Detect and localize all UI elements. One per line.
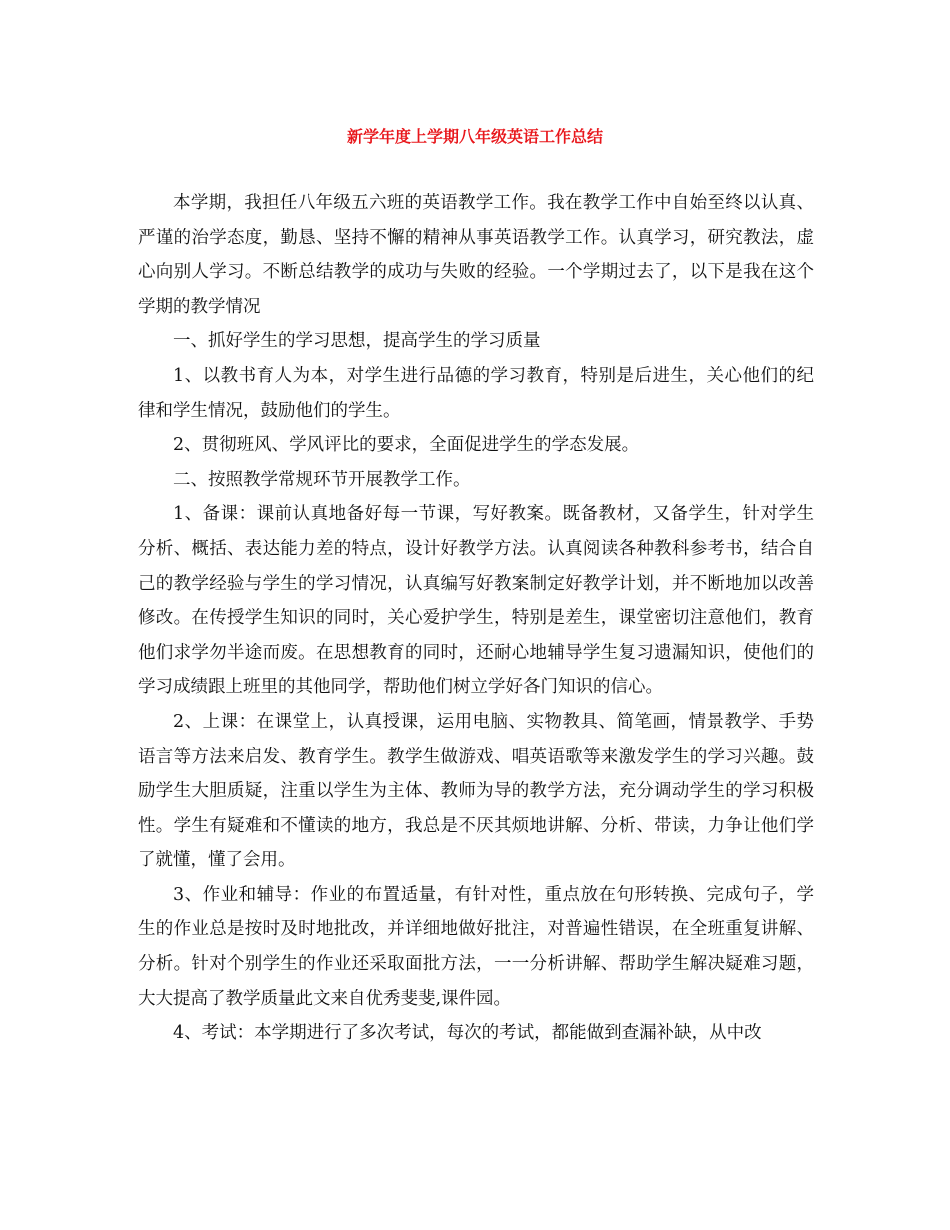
paragraph-lesson-prep: 1、备课：课前认真地备好每一节课，写好教案。既备教材，又备学生，针对学生分析、概括、表达能力差的特点，设计好教学方法。认真阅读各种教科参考书，结合自己的教学经验与学生的学习情况，认真编写好教案制定好教学计划，并不断地加以改善修改。在传授学生知识的同时，关心爱护学生，特别是差生，课堂密切注意他们，教育他们求学勿半途而废。在思想教育的同时，还耐心地辅导学生复习遗漏知识，使他们的学习成绩跟上班里的其他同学，帮助他们树立学好各门知识的信心。: [138, 504, 814, 698]
document-title: 新学年度上学期八年级英语工作总结: [346, 127, 603, 146]
paragraph-exams: 4、考试：本学期进行了多次考试，每次的考试，都能做到查漏补缺，从中改: [173, 1023, 762, 1044]
document-body: [138, 186, 814, 1051]
paragraph-intro: 本学期，我担任八年级五六班的英语教学工作。我在教学工作中自始至终以认真、严谨的治学态度，勤恳、坚持不懈的精神从事英语教学工作。认真学习，研究教法，虚心向别人学习。不断总结教学的成功与失败的经验。一个学期过去了，以下是我在这个学期的教学情况: [138, 193, 814, 317]
paragraph-1-1: 1、以教书育人为本，对学生进行品德的学习教育，特别是后进生，关心他们的纪律和学生情况，鼓励他们的学生。: [138, 365, 814, 421]
paragraph-teaching: 2、上课：在课堂上，认真授课，运用电脑、实物教具、简笔画，情景教学、手势语言等方法来启发、教育学生。教学生做游戏、唱英语歌等来激发学生的学习兴趣。鼓励学生大胆质疑，注重以学生为主体、教师为导的教学方法，充分调动学生的学习积极性。学生有疑难和不懂读的地方，我总是不厌其烦地讲解、分析、带读，力争让他们学了就懂，懂了会用。: [138, 711, 814, 871]
section-heading-1: 一、抓好学生的学习思想，提高学生的学习质量: [173, 331, 541, 352]
paragraph-1-2: 2、贯彻班风、学风评比的要求，全面促进学生的学态发展。: [173, 435, 640, 456]
section-heading-2: 二、按照教学常规环节开展教学工作。: [173, 469, 471, 490]
paragraph-homework: 3、作业和辅导：作业的布置适量，有针对性，重点放在句形转换、完成句子，学生的作业总是按时及时地批改，并详细地做好批注，对普遍性错误，在全班重复讲解、分析。针对个别学生的作业还采取面批方法，一一分析讲解、帮助学生解决疑难习题，大大提高了教学质量此文来自优秀斐斐,课件园。: [138, 884, 814, 1009]
